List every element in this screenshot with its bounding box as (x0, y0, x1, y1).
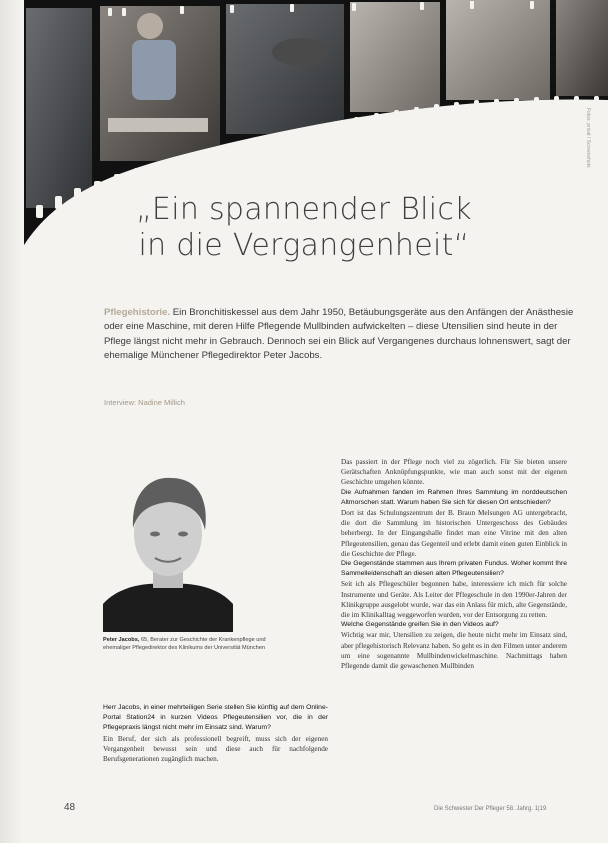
portrait-caption (103, 637, 281, 652)
film-frame-6 (556, 0, 608, 96)
page-footer: Die Schwester Der Pfleger 58. Jahrg. 1|19 (434, 806, 547, 812)
lead-paragraph (104, 306, 574, 364)
film-frame-3 (226, 4, 344, 134)
portrait-photo (103, 464, 233, 632)
interview-credit: Interview: Nadine Millich (104, 398, 185, 407)
question-4: Welche Gegenstände greifen Sie in den Videos auf? (341, 621, 499, 629)
answer-2: Dort ist das Schulungszentrum der B. Braun Melsungen AG untergebracht, die dort die Sammlung im historischen Untergeschoss des Gebäudes beherbergt. In der Eingangshalle findet man eine Vitrine mit den alten Pflegeutensilien, genau das Gegenteil und erlebt damit einen guten Einblick in die Geschichte der Pflege. (341, 509, 567, 558)
film-frame-1 (26, 8, 92, 208)
headline-line-2: in die Vergangenheit“ (138, 228, 470, 263)
question-2: Die Aufnahmen fanden im Rahmen Ihres Sammlung im norddeutschen Altmorschen statt. Warum haben Sie sich für diesen Ort entschieden? (341, 488, 567, 506)
headline-line-1: „Ein spannender Blick (136, 192, 472, 227)
lead-kicker: Pflegehistorie. (104, 307, 171, 318)
answer-1-continued: Das passiert in der Pflege noch viel zu zögerlich. Für Sie bieten unsere Gerätschaften Anknüpfungspunkte, wie man auch sonst mit der eigenen Geschichte umgehen könnte. (341, 458, 567, 487)
photo-credit-vertical: Fotos: privat / Screenshots (585, 108, 591, 168)
film-frame-4 (350, 2, 440, 112)
film-frame-5 (446, 0, 550, 100)
answer-3: Seit ich als Pflegeschüler begonnen habe, interessiere ich mich für solche Instrumente und Geräte. Als Leiter der Pflegeschule in den 1990er-Jahren der Klinikgruppe ausgelobt wurde, war das ein Anlass für mich, alte Gegenstände, die im Klinikalltag weggeworfen wurden, vor der Entsorgung zu retten. (341, 580, 567, 620)
caption-name: Peter Jacobs, (103, 637, 140, 643)
caption-text: 65, Berater zur Geschichte der Krankenpflege und ehemaliger Pflegedirektor des Klinikums der Universität München (103, 637, 266, 651)
article-column-2 (341, 457, 567, 671)
article-headline (0, 192, 608, 264)
page-number: 48 (64, 802, 76, 813)
question-1: Herr Jacobs, in einer mehrteiligen Serie stellen Sie künftig auf dem Online-Portal Station24 in kurzen Videos Pflegeutensilien vor, die in der Pflegepraxis längst nicht mehr im Einsatz sind. Warum? (103, 704, 328, 732)
answer-1: Ein Beruf, der sich als professionell begreift, muss sich der eigenen Vergangenheit bewusst sein und diese auch für nachfolgende Berufsgenerationen zugänglich machen. (103, 734, 328, 764)
answer-4: Wichtig war mir, Utensilien zu zeigen, die heute nicht mehr im Einsatz sind, aber pflegehistorisch Relevanz haben. So geht es in den Filmen unter anderem um eine sogenannte Mullbindenwickelmaschine. Nachmittags haben Pflegende damit die gewaschenen Mullbinden (341, 631, 567, 671)
lead-text: Ein Bronchitiskessel aus dem Jahr 1950, Betäubungsgeräte aus den Anfängen der Anästhesie oder eine Maschine, mit deren Hilfe Pflegende Mullbinden aufwickelten – diese Utensilien sind heute in der Pflege längst nicht mehr in Gebrauch. Dennoch sei ein Blick auf Vergangenes durchaus lohnenswert, sagt der ehemalige Münchener Pflegedirektor Peter Jacobs. (104, 307, 574, 362)
question-3: Die Gegenstände stammen aus Ihrem privaten Fundus. Woher kommt Ihre Sammelleidenschaft an diesen alten Pflegeutensilien? (341, 560, 567, 578)
article-column-1 (103, 703, 328, 764)
